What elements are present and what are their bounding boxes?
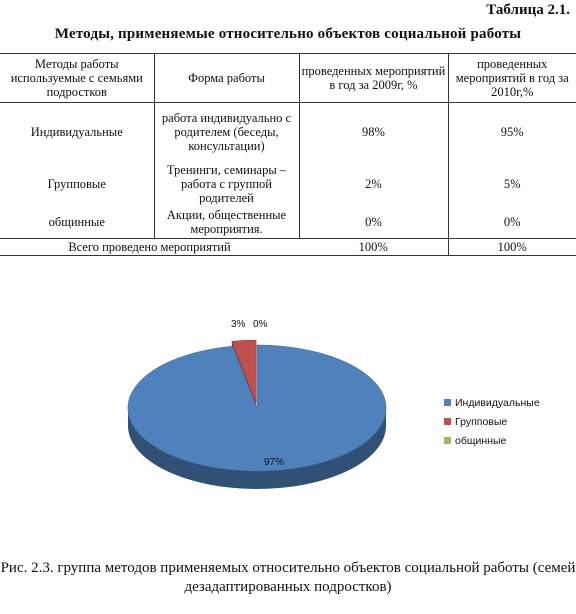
total-2010: 100% (448, 239, 576, 256)
methods-table (0, 53, 576, 256)
cell-2009: 98% (299, 103, 448, 161)
figure-caption: Рис. 2.3. группа методов применяемых относительно объектов социальной работы (семей дезадаптированных подростков) (0, 560, 576, 595)
legend-swatch-community (444, 437, 451, 444)
cell-2009: 0% (299, 207, 448, 239)
total-2009: 100% (299, 239, 448, 256)
pie-chart-svg (118, 303, 438, 528)
cell-2009: 2% (299, 161, 448, 207)
legend-swatch-individual (444, 399, 451, 406)
legend-swatch-group (444, 418, 451, 425)
legend-label-individual: Индивидуальные (455, 396, 540, 409)
table-total-row (0, 239, 576, 256)
table-row (0, 207, 576, 239)
total-label: Всего проведено мероприятий (0, 239, 299, 256)
cell-2010: 5% (503, 176, 521, 191)
table-row (0, 161, 576, 207)
table-title: Методы, применяемые относительно объектов социальной работы (54, 26, 522, 42)
table-header-row (0, 54, 576, 103)
legend-label-community: общинные (455, 434, 507, 447)
legend-item (444, 431, 540, 450)
header-methods: Методы работы используемые с семьями подростков (0, 54, 154, 103)
table-row (0, 103, 576, 161)
legend-item (444, 393, 540, 412)
cell-method: Индивидуальные (0, 103, 154, 161)
pie-slice-0 (128, 345, 386, 471)
legend-label-group: Групповые (455, 415, 508, 428)
pie-data-label: 3% (231, 319, 246, 330)
cell-method: Групповые (0, 161, 154, 207)
cell-method: общинные (0, 207, 154, 239)
table-number: Таблица 2.1. (486, 2, 570, 18)
legend-item (444, 412, 540, 431)
pie-data-label: 97% (264, 457, 285, 468)
cell-form: работа индивидуально с родителем (беседы, консультации) (154, 103, 299, 161)
chart-legend (444, 393, 540, 450)
header-form: Форма работы (154, 54, 299, 103)
pie-data-label: 0% (253, 319, 268, 330)
cell-form: Акции, общественные мероприятия. (154, 207, 299, 239)
cell-form: Тренинги, семинары – работа с группой родителей (154, 161, 299, 207)
header-2009: проведенных мероприятий в год за 2009г, % (299, 54, 448, 103)
cell-2010: 95% (500, 124, 524, 139)
header-2010: проведенных мероприятий в год за 2010г,% (448, 54, 576, 103)
cell-2010: 0% (503, 215, 521, 230)
